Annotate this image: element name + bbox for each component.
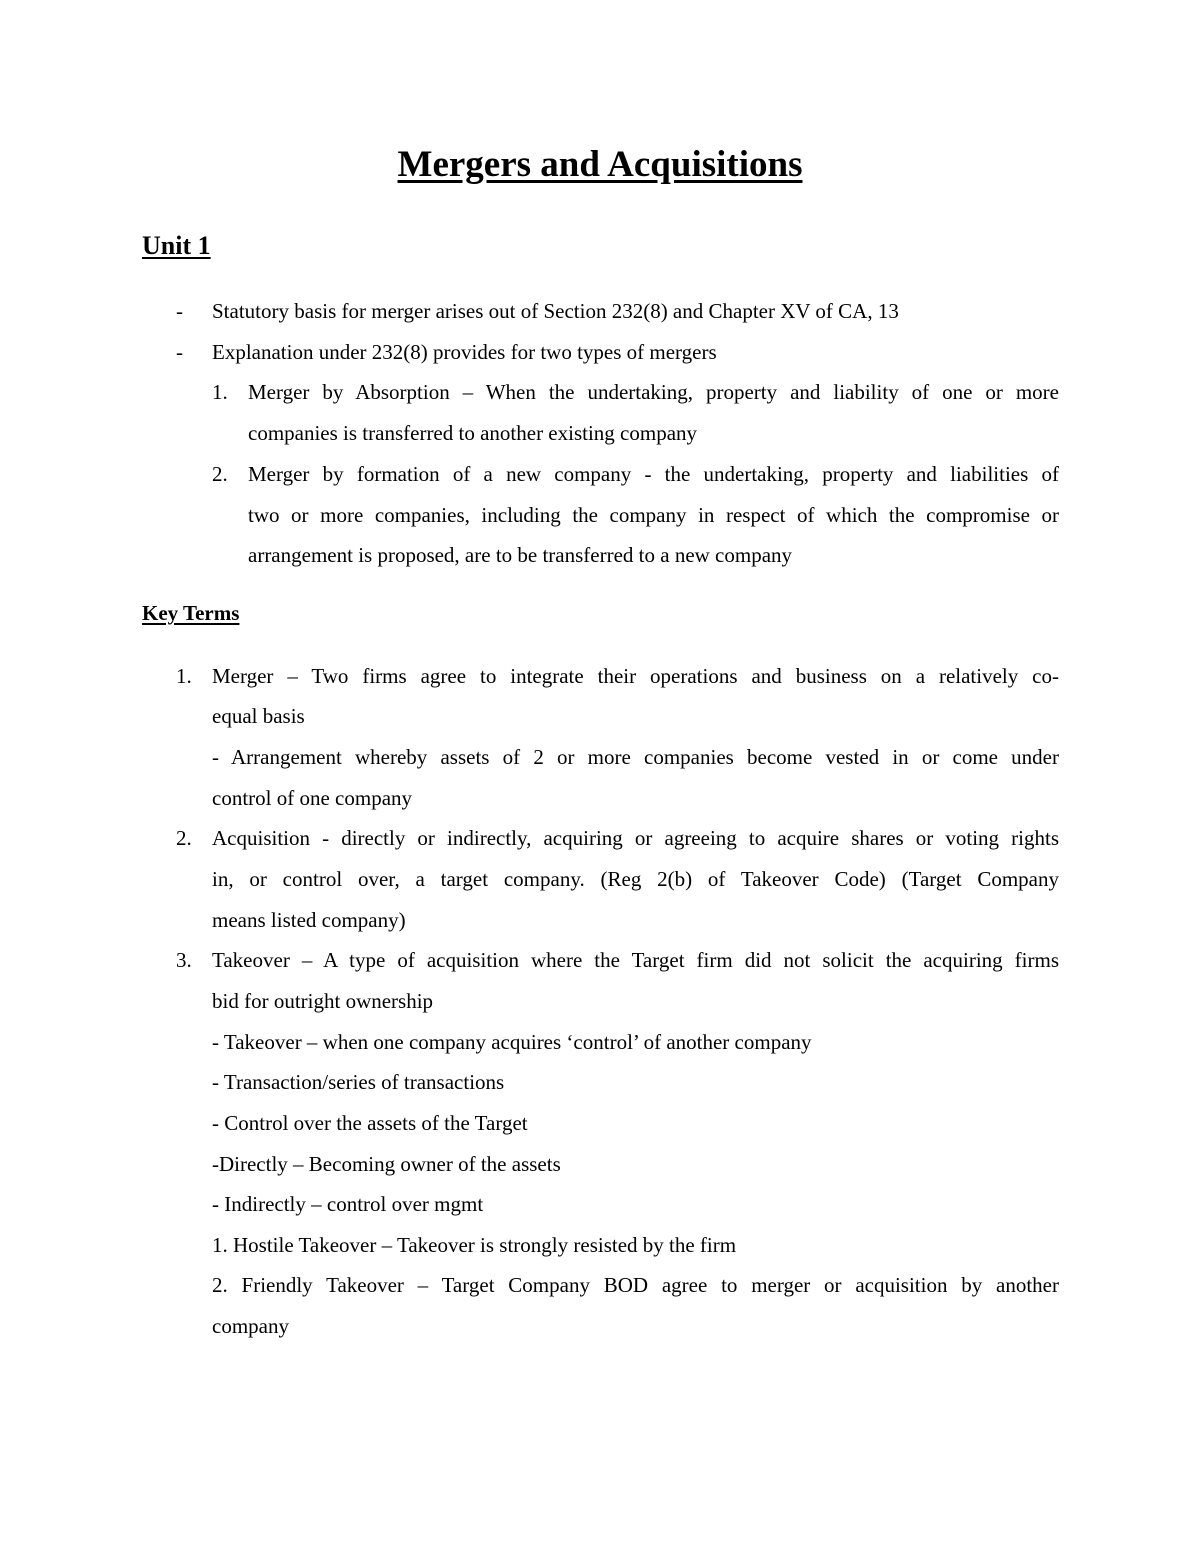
term-text: - Indirectly – control over mgmt: [212, 1192, 484, 1216]
list-item-text: companies is transferred to another existing company: [248, 421, 698, 445]
term-text: 1. Hostile Takeover – Takeover is strongly resisted by the firm: [212, 1233, 737, 1257]
term-text: company: [212, 1314, 289, 1338]
list-number: 2.: [212, 462, 228, 486]
unit-bullet-text: Explanation under 232(8) provides for two types of mergers: [212, 340, 717, 364]
unit-bullet-text: Statutory basis for merger arises out of Section 232(8) and Chapter XV of CA, 13: [212, 299, 899, 323]
term-text: Merger – Two firms agree to integrate their operations and business on a relatively co-: [212, 664, 1059, 688]
list-item-text: Merger by formation of a new company - the undertaking, property and liabilities of: [248, 462, 1059, 486]
term-text: Takeover – A type of acquisition where the Target firm did not solicit the acquiring firms: [212, 948, 1059, 972]
page-title: Mergers and Acquisitions: [397, 144, 803, 185]
unit-heading: Unit 1: [142, 231, 211, 260]
term-text: - Takeover – when one company acquires ‘control’ of another company: [212, 1030, 812, 1054]
term-text: means listed company): [212, 908, 406, 932]
list-number: 1.: [176, 664, 192, 688]
list-item-text: two or more companies, including the company in respect of which the compromise or: [248, 503, 1059, 527]
bullet-marker: -: [176, 340, 183, 364]
term-text: - Arrangement whereby assets of 2 or more companies become vested in or come under: [212, 745, 1059, 769]
list-number: 2.: [176, 826, 192, 850]
term-text: bid for outright ownership: [212, 989, 434, 1013]
list-number: 1.: [212, 380, 228, 404]
list-item-text: arrangement is proposed, are to be transferred to a new company: [248, 543, 793, 567]
bullet-marker: -: [176, 299, 183, 323]
term-text: 2. Friendly Takeover – Target Company BOD agree to merger or acquisition by another: [212, 1273, 1059, 1297]
term-text: Acquisition - directly or indirectly, acquiring or agreeing to acquire shares or voting rights: [212, 826, 1059, 850]
list-item-text: Merger by Absorption – When the undertaking, property and liability of one or more: [248, 380, 1059, 404]
key-terms-heading: Key Terms: [142, 601, 240, 625]
term-text: -Directly – Becoming owner of the assets: [212, 1152, 561, 1176]
term-text: control of one company: [212, 786, 413, 810]
term-text: - Control over the assets of the Target: [212, 1111, 528, 1135]
term-text: in, or control over, a target company. (Reg 2(b) of Takeover Code) (Target Company: [212, 867, 1059, 891]
list-number: 3.: [176, 948, 192, 972]
term-text: - Transaction/series of transactions: [212, 1070, 505, 1094]
term-text: equal basis: [212, 704, 305, 728]
